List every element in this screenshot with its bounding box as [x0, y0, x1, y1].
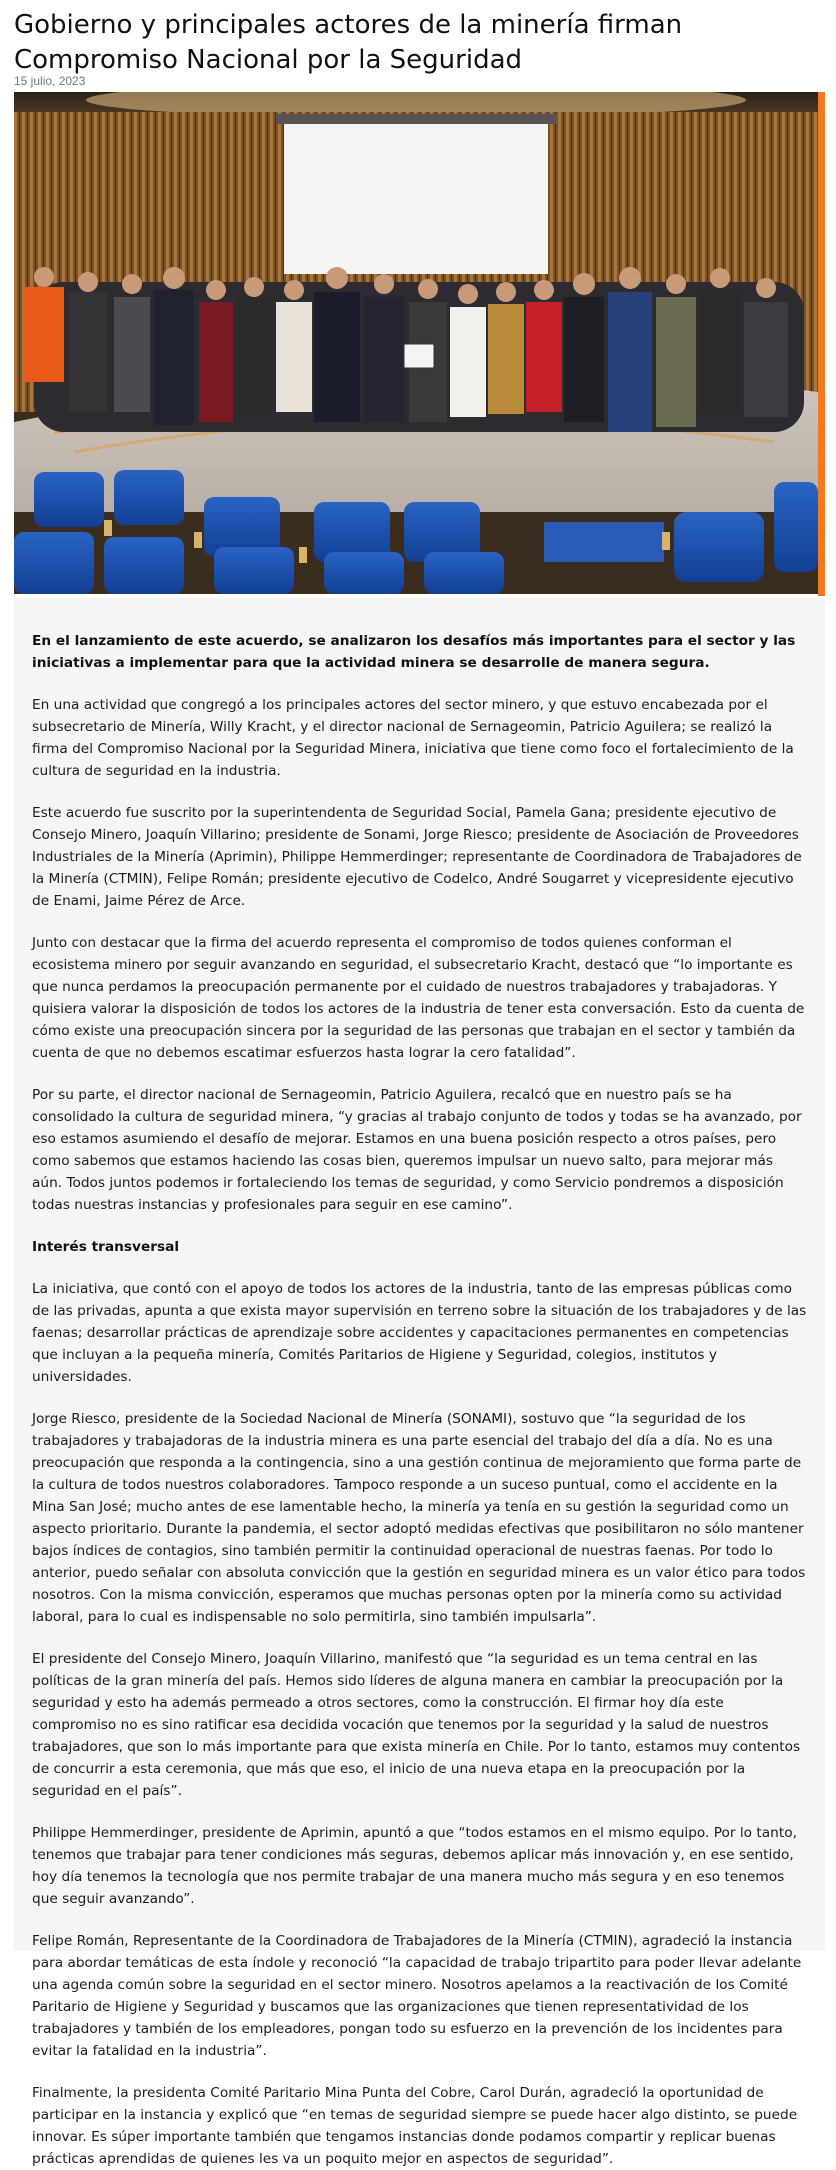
article-title: Gobierno y principales actores de la minería firman Compromiso Nacional por la Seguridad — [14, 10, 683, 75]
paragraph: Junto con destacar que la firma del acuerdo representa el compromiso de todos quienes conforman el ecosistema minero por seguir avanzando en seguridad, el subsecretario Kracht, destacó que “lo importante es que nunca perdamos la preocupación permanente por el cuidado de nuestros trabajadores y trabajadoras. Y quisiera valorar la disposición de todos los actores de la industria de tener esta conversación. Esto da cuenta de cómo existe una preocupación sincera por la seguridad de las personas que trabajan en el sector y también da cuenta de que no debemos escatimar esfuerzos hasta lograr la cero fatalidad”. — [32, 935, 805, 1061]
paragraph: Felipe Román, Representante de la Coordinadora de Trabajadores de la Minería (CTMIN), agradeció la instancia para abordar temáticas de esta índole y reconoció “la capacidad de trabajo tripartito para poder llevar adelante una agenda común sobre la seguridad en el sector minero. Nosotros apelamos a la reactivación de los Comité Paritario de Higiene y Seguridad y buscamos que las organizaciones que tienen representatividad de los trabajadores y también de los empleadores, pongan todo su esfuerzo en la prevención de los incidentes para evitar la fatalidad en la industria”. — [32, 1933, 802, 2059]
article-date: 15 julio, 2023 — [14, 74, 86, 88]
paragraph: Por su parte, el director nacional de Sernageomin, Patricio Aguilera, recalcó que en nuestro país se ha consolidado la cultura de seguridad minera, “y gracias al trabajo conjunto de todos y todas se ha avanzado, por eso estamos asumiendo el desafío de mejorar. Estamos en una buena posición respecto a otros países, pero como sabemos que estamos haciendo las cosas bien, queremos impulsar un nuevo salto, para mejorar más aún. Todos juntos podemos ir fortaleciendo los temas de seguridad, y como Servicio pondremos a disposición todas nuestras instancias y profesionales para seguir en ese camino”. — [32, 1087, 802, 1213]
section-subheading: Interés transversal — [32, 1239, 180, 1255]
paragraph: Jorge Riesco, presidente de la Sociedad Nacional de Minería (SONAMI), sostuvo que “la seguridad de los trabajadores y trabajadoras de la industria minera es una parte esencial del trabajo del día a día. No es una preocupación que responda a la contingencia, sino a una gestión continua de mejoramiento que forma parte de la cultura de todos nuestros colaboradores. Tampoco responde a un suceso puntual, como el accidente en la Mina San José; mucho antes de ese lamentable hecho, la minería ya tenía en su gestión la seguridad como un aspecto prioritario. Durante la pandemia, el sector adoptó medidas efectivas que posibilitaron no sólo mantener bajos índices de contagios, sino también permitir la continuidad operacional de nuestras faenas. Por todo lo anterior, puedo señalar con absoluta convicción que la gestión en seguridad minera es un valor ético para todos nosotros. Con la misma convicción, esperamos que muchas personas opten por la minería como su actividad laboral, para lo cual es indispensable no solo permitirla, sino también impulsarla”. — [32, 1411, 806, 1625]
paragraph: En una actividad que congregó a los principales actores del sector minero, y que estuvo encabezada por el subsecretario de Minería, Willy Kracht, y el director nacional de Sernageomin, Patricio Aguilera; se realizó la firma del Compromiso Nacional por la Seguridad Minera, iniciativa que tiene como foco el fortalecimiento de la cultura de seguridad en la industria. — [32, 697, 794, 779]
article-body — [14, 598, 825, 2167]
paragraph: Este acuerdo fue suscrito por la superintendenta de Seguridad Social, Pamela Gana; presidente ejecutivo de Consejo Minero, Joaquín Villarino; presidente de Sonami, Jorge Riesco; presidente de Asociación de Proveedores Industriales de la Minería (Aprimin), Philippe Hemmerdinger; representante de Coordinadora de Trabajadores de la Minería (CTMIN), Felipe Román; presidente ejecutivo de Codelco, André Sougarret y vicepresidente ejecutivo de Enami, Jaime Pérez de Arce. — [32, 805, 802, 909]
paragraph: La iniciativa, que contó con el apoyo de todos los actores de la industria, tanto de las empresas públicas como de las privadas, apunta a que exista mayor supervisión en terreno sobre la situación de los trabajadores y de las faenas; desarrollar prácticas de aprendizaje sobre accidentes y capacitaciones permanentes en competencias que incluyan a la pequeña minería, Comités Paritarios de Higiene y Seguridad, colegios, institutos y universidades. — [32, 1281, 807, 1385]
paragraph: Philippe Hemmerdinger, presidente de Aprimin, apuntó a que “todos estamos en el mismo equipo. Por lo tanto, tenemos que trabajar para tener condiciones más seguras, debemos aplicar más innovación y, en ese sentido, hoy día tenemos la tecnología que nos permite trabajar de una manera mucho más segura y en eso tenemos que seguir avanzando”. — [32, 1825, 797, 1907]
paragraph: El presidente del Consejo Minero, Joaquín Villarino, manifestó que “la seguridad es un tema central en las políticas de la gran minería del país. Hemos sido líderes de alguna manera en cambiar la preocupación por la seguridad y esto ha además permeado a otros sectores, como la construcción. El firmar hoy día este compromiso no es sino ratificar esa decidida vocación que tenemos por la seguridad y la salud de nuestros trabajadores, que son lo más importante para que exista minería en Chile. Por lo tanto, estamos muy contentos de concurrir a esta ceremonia, que más que eso, el inicio de una nueva etapa en la preocupación por la seguridad en el país”. — [32, 1651, 801, 1799]
paragraph: Finalmente, la presidenta Comité Paritario Mina Punta del Cobre, Carol Durán, agradeció la oportunidad de participar en la instancia y explicó que “en temas de seguridad siempre se puede hacer algo distinto, se puede innovar. Es súper importante también que tengamos instancias donde podamos compartir y replicar buenas prácticas aprendidas de quienes les va un poquito mejor en aspectos de seguridad”. — [32, 2085, 798, 2167]
photo-accent-bar — [818, 92, 825, 596]
article-lead: En el lanzamiento de este acuerdo, se analizaron los desafíos más importantes para el sector y las iniciativas a implementar para que la actividad minera se desarrolle de manera segura. — [32, 633, 796, 671]
article-photo — [14, 92, 818, 594]
